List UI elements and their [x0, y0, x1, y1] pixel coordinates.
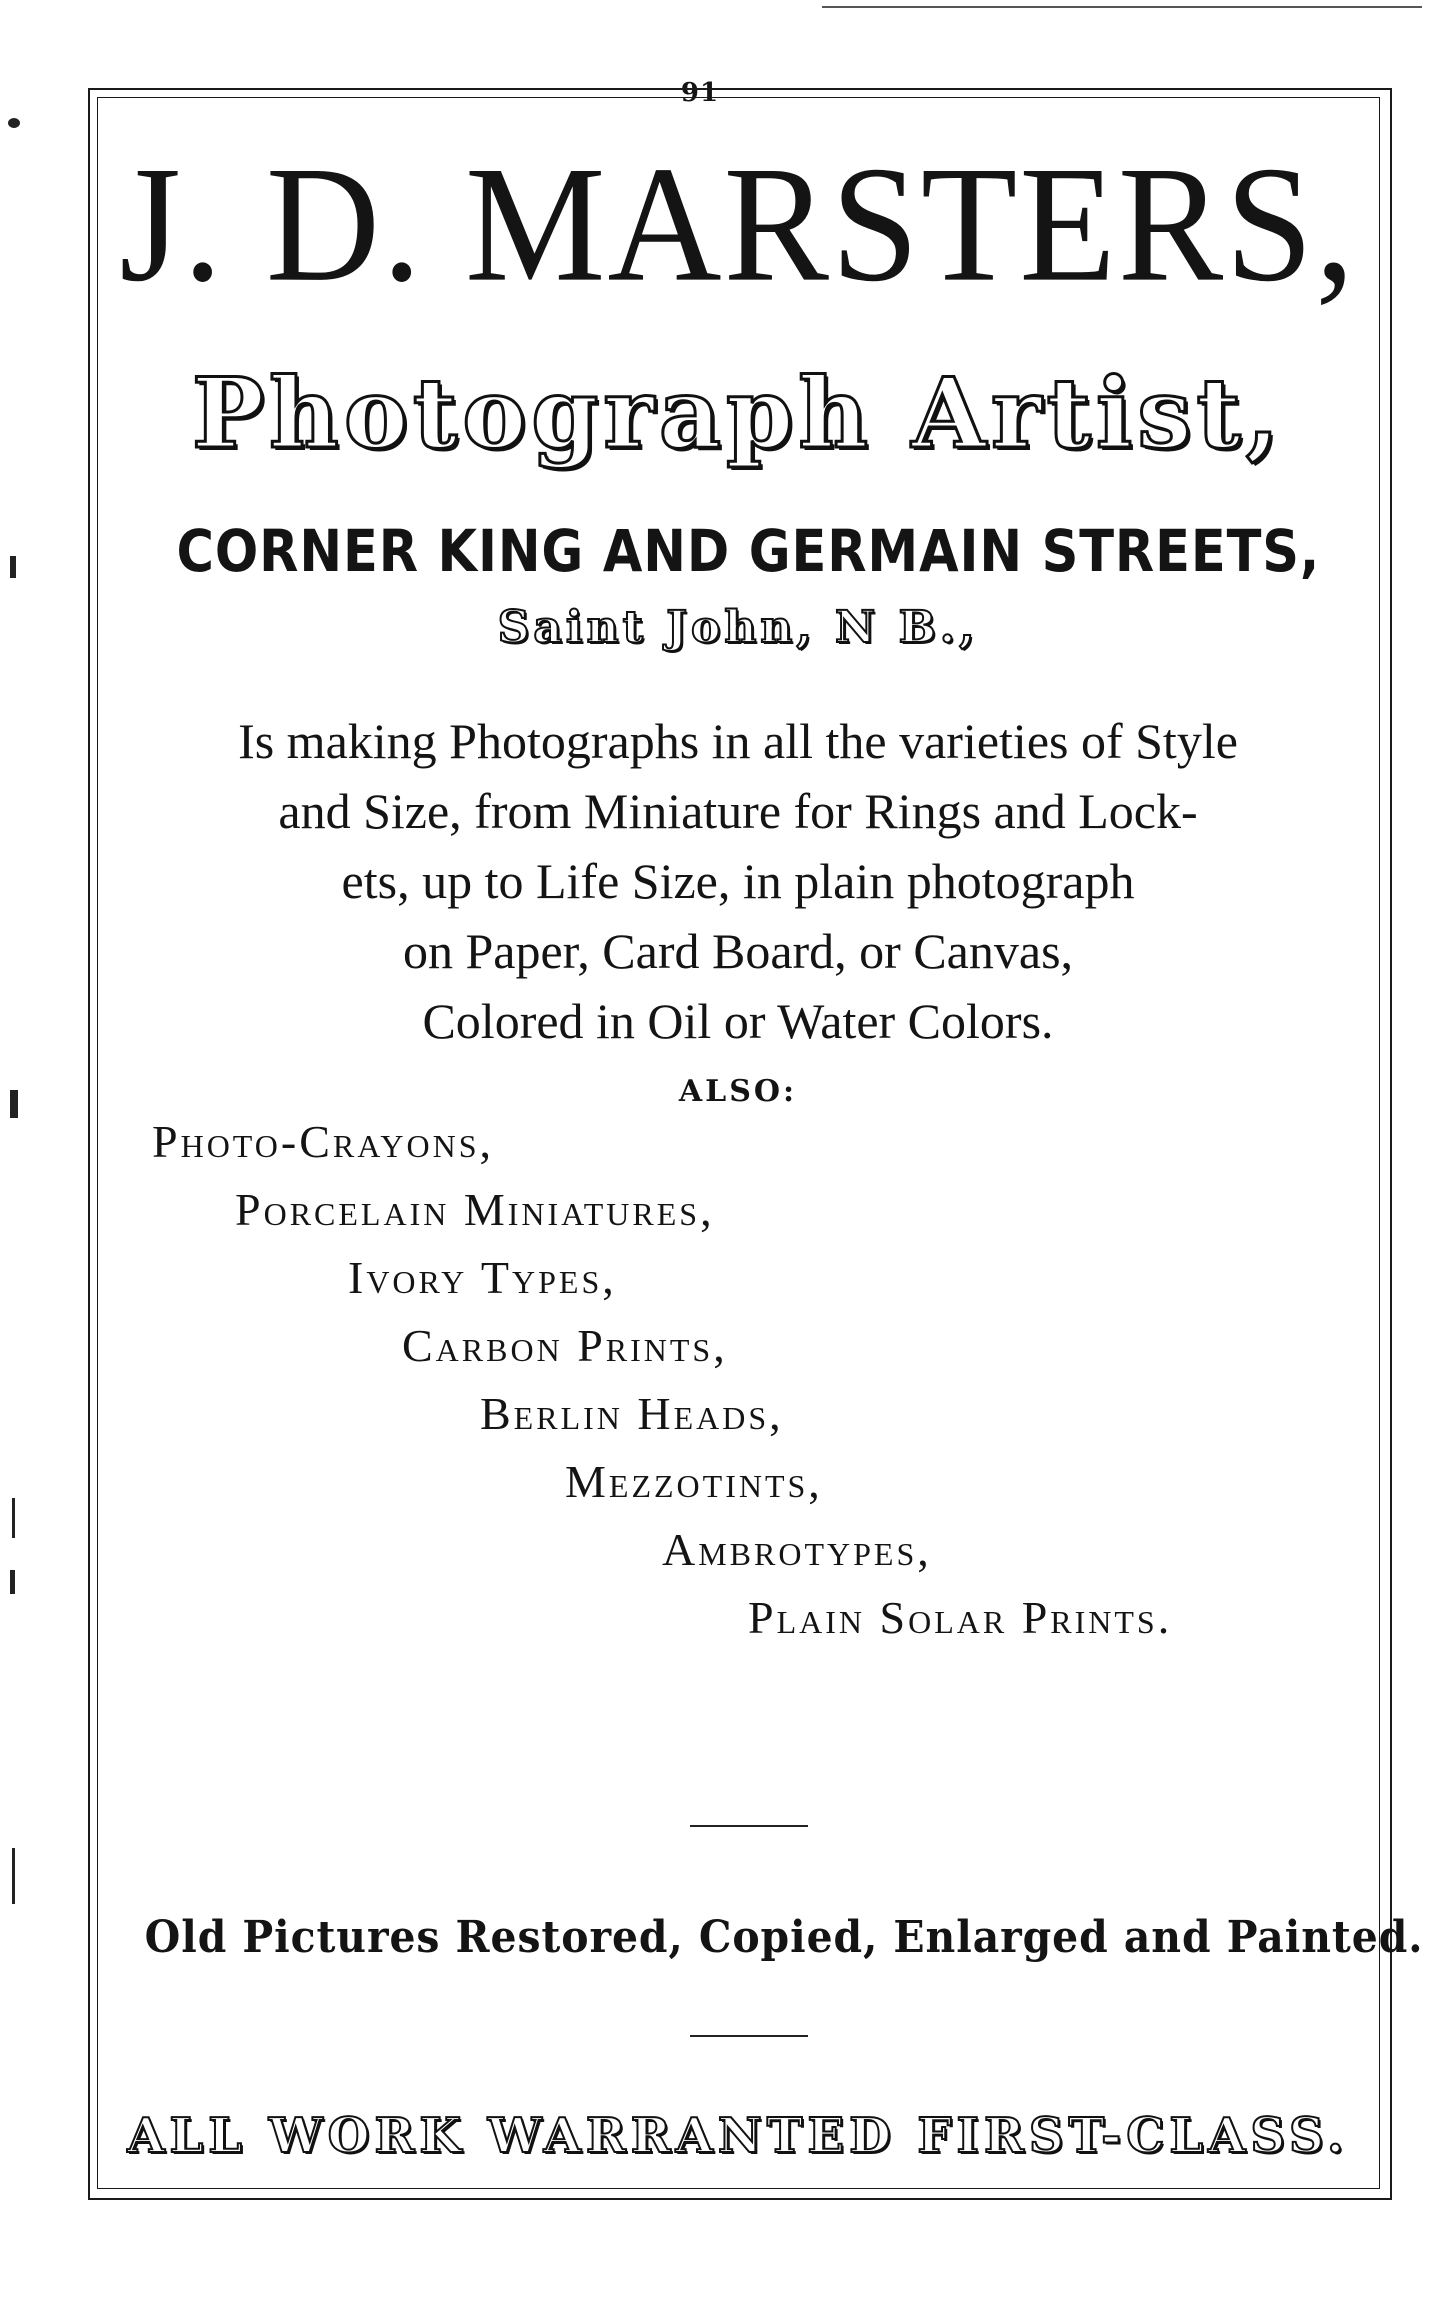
services-description — [100, 706, 1376, 1056]
description-line: on Paper, Card Board, or Canvas, — [402, 923, 1074, 979]
product-item: Ambrotypes, — [662, 1524, 932, 1575]
description-line: Is making Photographs in all the varieties of Style — [238, 713, 1238, 769]
description-line: Colored in Oil or Water Colors. — [422, 993, 1054, 1049]
product-item: Mezzotints, — [565, 1456, 823, 1507]
margin-mark — [10, 556, 16, 578]
margin-mark — [8, 118, 20, 128]
product-item: Carbon Prints, — [402, 1320, 728, 1371]
product-item: Plain Solar Prints. — [748, 1592, 1173, 1643]
product-item: Berlin Heads, — [480, 1388, 784, 1439]
also-label: ALSO: — [678, 1074, 798, 1109]
top-edge-rule — [822, 6, 1422, 8]
margin-mark — [10, 1090, 18, 1118]
street-address: CORNER KING AND GERMAIN STREETS, — [176, 517, 1321, 585]
margin-mark — [12, 1848, 15, 1904]
description-line: ets, up to Life Size, in plain photograph — [341, 853, 1135, 909]
divider-rule — [690, 1825, 808, 1827]
description-line: and Size, from Miniature for Rings and Lock- — [278, 783, 1198, 839]
product-list — [100, 1115, 1376, 1675]
advertisement — [100, 130, 1376, 1675]
margin-mark — [12, 1498, 15, 1538]
restoration-services: Old Pictures Restored, Copied, Enlarged and Painted. — [144, 1912, 1424, 1963]
product-item: Ivory Types, — [348, 1252, 617, 1303]
product-item: Photo-Crayons, — [152, 1116, 495, 1167]
product-item: Porcelain Miniatures, — [235, 1184, 715, 1235]
trade-title: Photograph Artist, — [191, 357, 1285, 470]
margin-mark — [10, 1570, 15, 1594]
page-number: 91 — [680, 78, 720, 108]
warranty-statement: ALL WORK WARRANTED FIRST-CLASS. — [127, 2108, 1349, 2164]
divider-rule — [690, 2035, 808, 2037]
city-line: Saint John, N B., — [497, 602, 979, 653]
firm-name: J. D. MARSTERS, — [119, 132, 1357, 317]
